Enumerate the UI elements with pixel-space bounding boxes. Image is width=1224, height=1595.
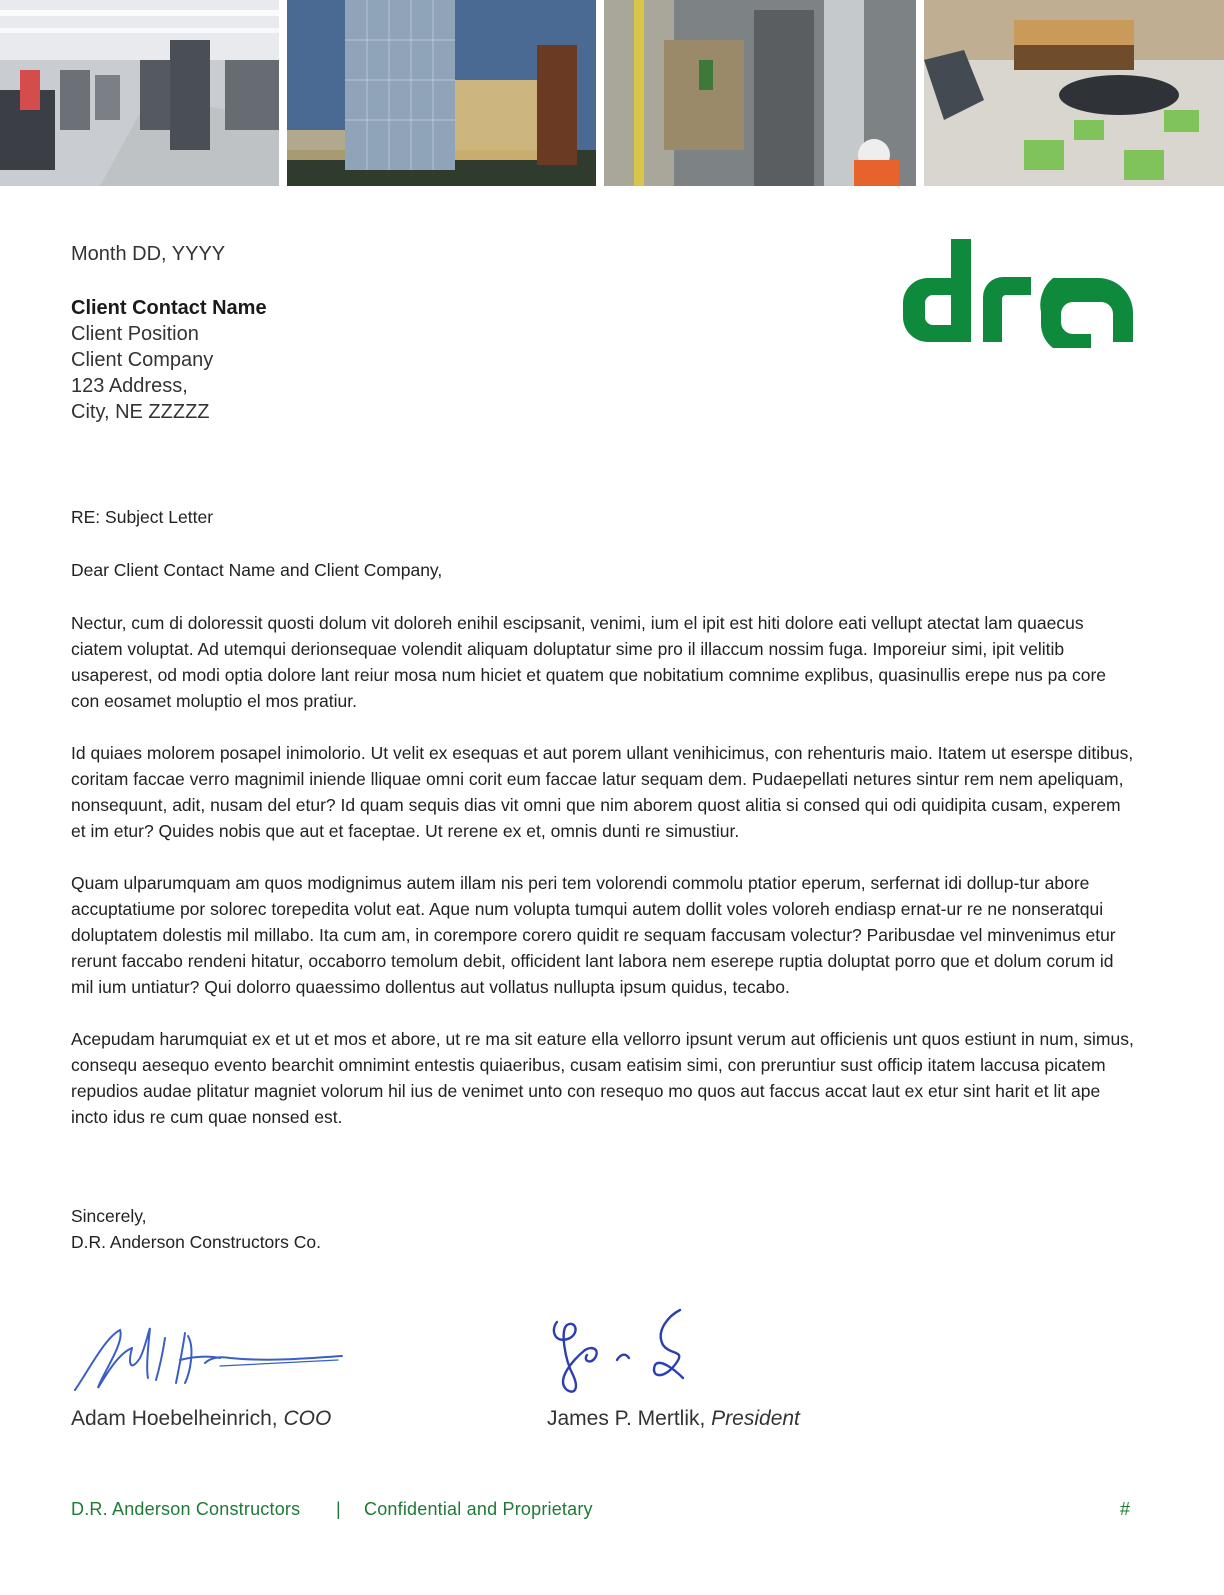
classroom-interior-photo: [924, 0, 1224, 186]
body-paragraph: Quam ulparumquam am quos modignimus autem illam nis peri tem volorendi commolu ptatior eperum, serfernat idi dollup-tur abore accuptatiume por solorec torepedita volut eat. Aque num volupta tumqui autem dollit voles voloreh endiasp ernat-ur re ne nonseratqui doluptatem dolestis mil millabo. Ita cum am, in corempore corero quidit re sequam faccusam volectur? Paribusdae vel minvenimus etur rerunt faccabo rendeni hitatur, occaborro temolum debit, officident lant labora nem eserepe ruptia doluptat porro que et dolum corum id mil ium untiatur? Qui dolorro quaessimo dollentus aut vollatus nullupta ipsum quidus, tecabo.: [71, 873, 1116, 997]
closing-block: [71, 1203, 321, 1255]
sender-company: D.R. Anderson Constructors Co.: [71, 1232, 321, 1252]
recipient-company: Client Company: [71, 349, 214, 371]
signer-title: COO: [283, 1407, 332, 1430]
recipient-city: City, NE ZZZZZ: [71, 401, 210, 423]
signer-name: Adam Hoebelheinrich,: [71, 1407, 278, 1430]
construction-workers-photo: [604, 0, 916, 186]
body-paragraph: Acepudam harumquiat ex et ut et mos et abore, ut re ma sit eature ella vellorro ipsunt verum aut officienis unt quos estiunt in num, simus, consequ aesequo evento bearchit omnimint entestis quiaeribus, cusam eatisim simi, con preruntiur sust officip itatem laccusa picatem repudios audae plitatur magniet volorum hil ius de venimet unto con resequo mo quos aut faccus accat laut ex etur sint harit et lit ape incto idus re cum quae nonsed est.: [71, 1029, 1134, 1127]
salutation: Dear Client Contact Name and Client Company,: [71, 560, 443, 580]
footer-company: D.R. Anderson Constructors: [71, 1499, 301, 1519]
letter-date: Month DD, YYYY: [71, 243, 226, 265]
recipient-address-block: [71, 295, 267, 425]
recipient-name: Client Contact Name: [71, 297, 267, 319]
footer-confidential: Confidential and Proprietary: [364, 1499, 593, 1519]
body-paragraph: Id quiaes molorem posapel inimolorio. Ut velit ex esequas et aut porem ullant venihicimus, con rehenturis maio. Itatem ut eserspe ditibus, coritam faccae verro magnimil iniende lliquae omni corit eum faccae latur sequam dem. Pudaepellati netures sintur rem nem apeliquam, nonsequunt, adit, nusam del etur? Id quam sequis dias vit omni que nim aborem quost alitia si consed qui odi quidipita cusam, experem et im etur? Quides nobis que aut et faceptae. Ut rerene ex et, omnis dunti re simustiur.: [71, 743, 1134, 841]
page-number: #: [1120, 1499, 1131, 1519]
recipient-position: Client Position: [71, 323, 199, 345]
glass-building-photo: [287, 0, 596, 186]
signature-hoebelheinrich: [70, 1318, 345, 1396]
signature-mertlik: [545, 1300, 695, 1400]
signer-president: [547, 1407, 800, 1431]
closing-phrase: Sincerely,: [71, 1206, 147, 1226]
subject-line: RE: Subject Letter: [71, 507, 214, 527]
signer-name: James P. Mertlik,: [547, 1407, 706, 1430]
body-paragraph: Nectur, cum di doloressit quosti dolum vit doloreh enihil escipsanit, venimi, ium el ipit est hiti dolore eati vellupt atectat lam quaecus ciatem voluptat. Ad utemqui derionsequae volendit aliquam doluptatur sime pro il illaccum nossim fuga. Imporeiur simi, ipit velitib usaperest, od modi optia dolore lant reiur mosa num hiciet et quatem que nobitatium comnime explibus, quasinullis erepe nus pa core con eosamet moluptio el mos pratiur.: [71, 613, 1107, 711]
company-logo: [903, 238, 1133, 348]
signer-coo: [71, 1407, 331, 1431]
recipient-street: 123 Address,: [71, 375, 188, 397]
footer-separator: |: [336, 1499, 341, 1519]
letter-body: [71, 610, 1135, 1156]
factory-floor-photo: [0, 0, 279, 186]
signer-title: President: [711, 1407, 800, 1430]
